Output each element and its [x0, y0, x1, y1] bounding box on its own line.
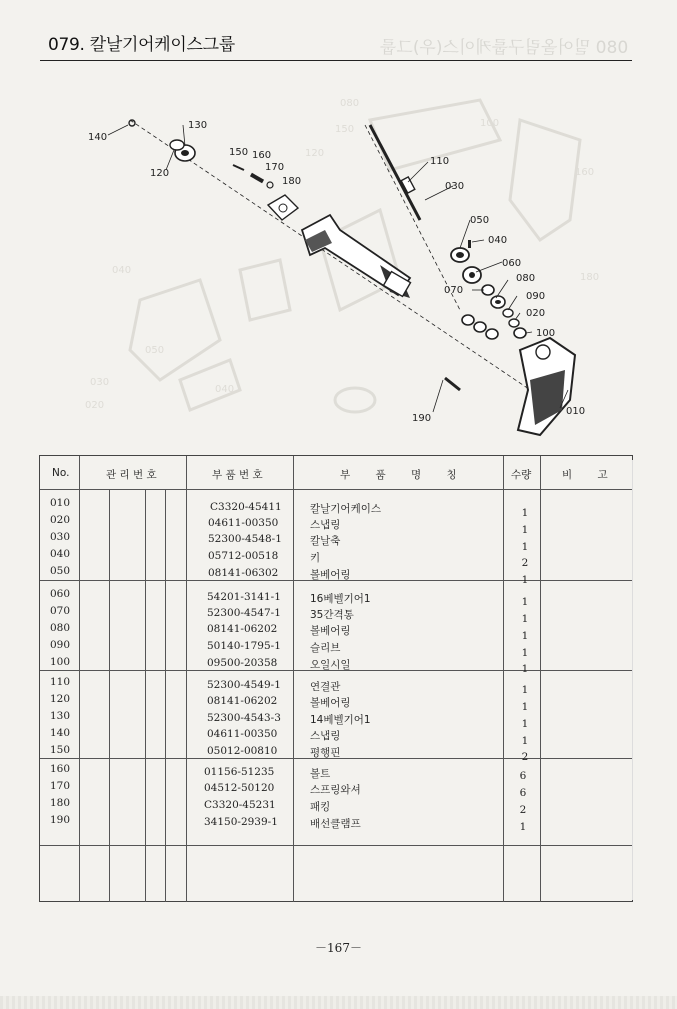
quantity: 1	[521, 701, 529, 713]
ghost-callout: 100	[480, 118, 500, 129]
part-name: 슬리브	[310, 642, 341, 654]
callout-030: 030	[445, 181, 465, 192]
callout-180: 180	[282, 176, 302, 187]
callout-150: 150	[229, 147, 249, 158]
row-no: 180	[50, 797, 71, 809]
part-name: 스냅링	[310, 730, 341, 742]
part-name: 35간격통	[310, 609, 354, 621]
row-no: 040	[50, 548, 71, 560]
header-divider	[40, 489, 632, 490]
part-number: 54201-3141-1	[207, 591, 281, 603]
part-number: 04611-00350	[207, 728, 278, 740]
part-number: 01156-51235	[204, 766, 275, 778]
part-name: 볼베어링	[310, 569, 351, 581]
quantity: 1	[521, 647, 529, 659]
part-040-key	[468, 240, 471, 248]
part-name: 스프링와셔	[310, 784, 361, 796]
part-name: 배선클램프	[310, 818, 361, 830]
part-010-blade-gear-case	[518, 338, 575, 435]
callout-160: 160	[252, 150, 272, 161]
callout-080: 080	[516, 273, 536, 284]
part-name: 패킹	[310, 801, 331, 813]
quantity: 2	[519, 804, 527, 816]
ghost-bleed-column	[632, 460, 633, 900]
col-divider	[79, 456, 80, 902]
quantity: 6	[519, 787, 527, 799]
ghost-callout: 180	[580, 272, 600, 283]
part-name: 볼베어링	[310, 625, 351, 637]
header-management-no: 관 리 번 호	[106, 469, 157, 481]
part-name: 14베벨기어1	[310, 714, 371, 726]
part-080-bearing	[491, 296, 505, 308]
part-160-bolt	[250, 173, 264, 183]
col-divider	[540, 456, 541, 902]
ghost-callout: 020	[85, 400, 105, 411]
quantity: 1	[521, 596, 529, 608]
quantity: 1	[521, 524, 529, 536]
header-remarks: 비 고	[562, 469, 608, 481]
quantity: 1	[521, 663, 529, 675]
part-020-snap-ring	[509, 319, 519, 327]
row-no: 120	[50, 693, 71, 705]
header-part-name: 부 품 명 칭	[340, 469, 457, 481]
part-name: 볼베어링	[310, 697, 351, 709]
row-no: 030	[50, 531, 71, 543]
row-no: 070	[50, 605, 71, 617]
part-090-sleeve	[503, 309, 513, 317]
row-no: 170	[50, 780, 71, 792]
mgmt-subcol-divider	[109, 489, 110, 902]
quantity: 1	[521, 574, 529, 586]
ghost-callout: 030	[90, 377, 110, 388]
part-name: 칼날기어케이스	[310, 503, 382, 515]
part-number: 08141-06202	[207, 623, 278, 635]
callout-060: 060	[502, 258, 522, 269]
header-quantity: 수량	[511, 469, 532, 481]
part-100-oil-seal	[514, 328, 526, 338]
row-no: 100	[50, 656, 71, 668]
part-number: C3320-45231	[204, 799, 276, 811]
part-150-pin	[233, 165, 244, 170]
page-title: 079. 칼날기어케이스그룹	[48, 35, 235, 55]
quantity: 6	[519, 770, 527, 782]
callout-140: 140	[88, 132, 108, 143]
row-no: 130	[50, 710, 71, 722]
ghost-callout: 040	[112, 265, 132, 276]
scan-edge	[0, 996, 677, 1009]
part-number: 04512-50120	[204, 782, 275, 794]
ghost-callout: 160	[575, 167, 595, 178]
row-no: 020	[50, 514, 71, 526]
quantity: 2	[521, 751, 529, 763]
col-divider	[503, 456, 504, 902]
row-no: 190	[50, 814, 71, 826]
exploded-parts-diagram	[40, 80, 640, 440]
part-name: 볼트	[310, 768, 331, 780]
part-name: 키	[310, 552, 321, 564]
quantity: 1	[521, 630, 529, 642]
quantity: 1	[521, 507, 529, 519]
part-name: 16베벨기어1	[310, 593, 371, 605]
part-030-blade-shaft	[370, 125, 420, 220]
part-number: 08141-06302	[208, 567, 279, 579]
row-no: 140	[50, 727, 71, 739]
row-no: 150	[50, 744, 71, 756]
mgmt-subcol-divider	[165, 489, 166, 902]
quantity: 1	[521, 735, 529, 747]
callout-110: 110	[430, 156, 450, 167]
part-number: 52300-4543-3	[207, 712, 281, 724]
part-050-bearing	[451, 248, 469, 262]
callout-010: 010	[566, 406, 586, 417]
callout-020: 020	[526, 308, 546, 319]
part-number: C3320-45411	[210, 501, 282, 513]
row-no: 060	[50, 588, 71, 600]
group-divider	[40, 845, 632, 846]
callout-050: 050	[470, 215, 490, 226]
part-number: 52300-4548-1	[208, 533, 282, 545]
quantity: 1	[521, 718, 529, 730]
ghost-callout: 120	[305, 148, 325, 159]
part-190-wire-clamp	[445, 378, 460, 390]
header-no: No.	[52, 467, 70, 479]
row-no: 080	[50, 622, 71, 634]
col-divider	[186, 456, 187, 902]
part-number: 08141-06202	[207, 695, 278, 707]
ghost-callout: 040	[215, 384, 235, 395]
row-no: 160	[50, 763, 71, 775]
lower-bearing-set	[462, 315, 498, 339]
callout-130: 130	[188, 120, 208, 131]
row-no: 050	[50, 565, 71, 577]
part-number: 05012-00810	[207, 745, 278, 757]
callout-170: 170	[265, 162, 285, 173]
header-part-number: 부 품 번 호	[212, 469, 263, 481]
part-name: 평행핀	[310, 747, 341, 759]
part-number: 34150-2939-1	[204, 816, 278, 828]
title-rule	[40, 60, 632, 61]
ghost-callout: 050	[145, 345, 165, 356]
part-number: 52300-4549-1	[207, 679, 281, 691]
ghost-callout: 080	[340, 98, 360, 109]
part-number: 50140-1795-1	[207, 640, 281, 652]
quantity: 1	[521, 541, 529, 553]
quantity: 2	[521, 557, 529, 569]
callout-040: 040	[488, 235, 508, 246]
part-number: 05712-00518	[208, 550, 279, 562]
page-number: －167－	[315, 941, 362, 955]
ghost-callout: 150	[335, 124, 355, 135]
part-number: 04611-00350	[208, 517, 279, 529]
part-170-spring-washer	[267, 182, 273, 188]
part-120-bearing	[170, 140, 184, 150]
part-060-bevel-gear	[463, 267, 481, 283]
quantity: 1	[521, 684, 529, 696]
part-name: 오일시일	[310, 659, 351, 671]
part-number: 09500-20358	[207, 657, 278, 669]
row-no: 090	[50, 639, 71, 651]
mgmt-subcol-divider	[145, 489, 146, 902]
row-no: 110	[50, 676, 71, 688]
callout-120: 120	[150, 168, 170, 179]
part-name: 스냅링	[310, 519, 341, 531]
ghost-bleed-title: 080 밀어올림구룹케이스(우)그룹	[380, 38, 629, 58]
callout-100: 100	[536, 328, 556, 339]
col-divider	[293, 456, 294, 902]
part-number: 52300-4547-1	[207, 607, 281, 619]
quantity: 1	[519, 821, 527, 833]
callout-070: 070	[444, 285, 464, 296]
row-no: 010	[50, 497, 71, 509]
part-name: 연결관	[310, 681, 341, 693]
callout-190: 190	[412, 413, 432, 424]
part-name: 칼날축	[310, 535, 341, 547]
callout-090: 090	[526, 291, 546, 302]
quantity: 1	[521, 613, 529, 625]
